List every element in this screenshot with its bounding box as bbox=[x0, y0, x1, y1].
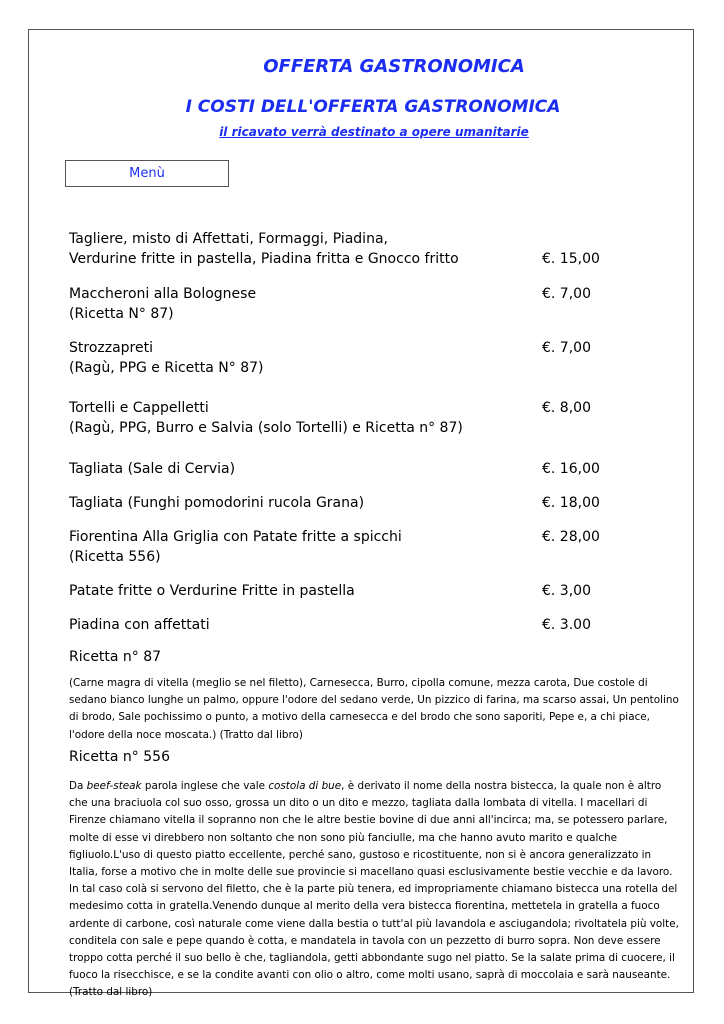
item-description: (Ricetta N° 87) bbox=[69, 306, 174, 322]
item-price: €. 3.00 bbox=[542, 617, 591, 633]
item-price: €. 7,00 bbox=[542, 286, 591, 302]
page-subtitle: I COSTI DELL'OFFERTA GASTRONOMICA bbox=[185, 97, 561, 117]
menu-button[interactable]: Menù bbox=[65, 160, 229, 187]
item-price: €. 15,00 bbox=[542, 251, 600, 267]
item-name: Tortelli e Cappelletti bbox=[69, 400, 209, 416]
item-price: €. 3,00 bbox=[542, 583, 591, 599]
item-description: (Ricetta 556) bbox=[69, 549, 161, 565]
item-name: Tagliata (Sale di Cervia) bbox=[69, 461, 236, 477]
item-price: €. 7,00 bbox=[542, 340, 591, 356]
recipe-87-heading: Ricetta n° 87 bbox=[69, 649, 162, 665]
item-price: €. 28,00 bbox=[542, 529, 600, 545]
item-description: (Ragù, PPG e Ricetta N° 87) bbox=[69, 360, 264, 376]
recipe-87-text: (Carne magra di vitella (meglio se nel filetto), Carnesecca, Burro, cipolla comune, mezza carota, Due costole di sedano bianco lunghe un palmo, oppure l'odore del sedano verde, Un pizzico di farina, ma scarso assai, Un pentolino di brodo, Sale pochissimo o punto, a motivo della carnesecca e del brodo che sono saporiti, Pepe e, a chi piace, l'odore della noce moscata.) (Tratto dal libro) bbox=[69, 677, 679, 741]
recipe-556-text: Da beef-steak parola inglese che vale costola di bue, è derivato il nome della nostra bistecca, la quale non è altro che una braciuola col suo osso, grossa un dito o un dito e mezzo, tagliata dalla lombata di vitella. I macellari di Firenze chiamano vitella il sopranno non che le altre bestie bovine di due anni all'incirca; ma, se potessero parlare, molte di esse vi direbbero non soltanto che non sono più fanciulle, ma che hanno avuto marito e qualche figliuolo.L'uso di questo piatto eccellente, perché sano, gustoso e ricostituente, non si è ancora generalizzato in Italia, forse a motivo che in molte delle sue provincie si macellano quasi esclusivamente bestie vecchie e da lavoro. In tal caso colà si servono del filetto, che è la parte più tenera, ed impropriamente chiamano bistecca una rotella del medesimo cotta in gratella.Venendo dunque al merito della vera bistecca fiorentina, mettetela in gratella a fuoco ardente di carbone, così naturale come viene dalla bestia o tutt'al più lavandola e asciugandola; rivoltatela più volte, conditela con sale e pepe quando è cotta, e mandatela in tavola con un pezzetto di burro sopra. Non deve essere troppo cotta perché il suo bello è che, tagliandola, getti abbondante sugo nel piatto. Se la salate prima di cuocere, il fuoco la risecchisce, e se la condite avanti con olio o altro, come molti usano, saprà di moccolaia e sarà nauseante. (Tratto dal libro) bbox=[69, 780, 679, 999]
emphasis-beef-steak: beef-steak bbox=[86, 780, 142, 792]
item-name: Strozzapreti bbox=[69, 340, 153, 356]
item-name: Patate fritte o Verdurine Fritte in pastella bbox=[69, 583, 355, 599]
item-name: Fiorentina Alla Griglia con Patate fritte a spicchi bbox=[69, 529, 402, 545]
item-price: €. 18,00 bbox=[542, 495, 600, 511]
item-name: Piadina con affettati bbox=[69, 617, 210, 633]
item-description: Verdurine fritte in pastella, Piadina fritta e Gnocco fritto bbox=[69, 251, 459, 267]
item-name: Tagliata (Funghi pomodorini rucola Grana) bbox=[69, 495, 365, 511]
item-description: (Ragù, PPG, Burro e Salvia (solo Tortelli) e Ricetta n° 87) bbox=[69, 420, 463, 436]
page-title: OFFERTA GASTRONOMICA bbox=[263, 56, 525, 77]
item-name: Tagliere, misto di Affettati, Formaggi, Piadina, bbox=[69, 231, 388, 247]
item-price: €. 8,00 bbox=[542, 400, 591, 416]
charity-note: il ricavato verrà destinato a opere umanitarie bbox=[219, 125, 529, 139]
emphasis-costola: costola di bue bbox=[268, 780, 342, 792]
item-name: Maccheroni alla Bolognese bbox=[69, 286, 257, 302]
item-price: €. 16,00 bbox=[542, 461, 600, 477]
recipe-556-heading: Ricetta n° 556 bbox=[69, 749, 170, 765]
